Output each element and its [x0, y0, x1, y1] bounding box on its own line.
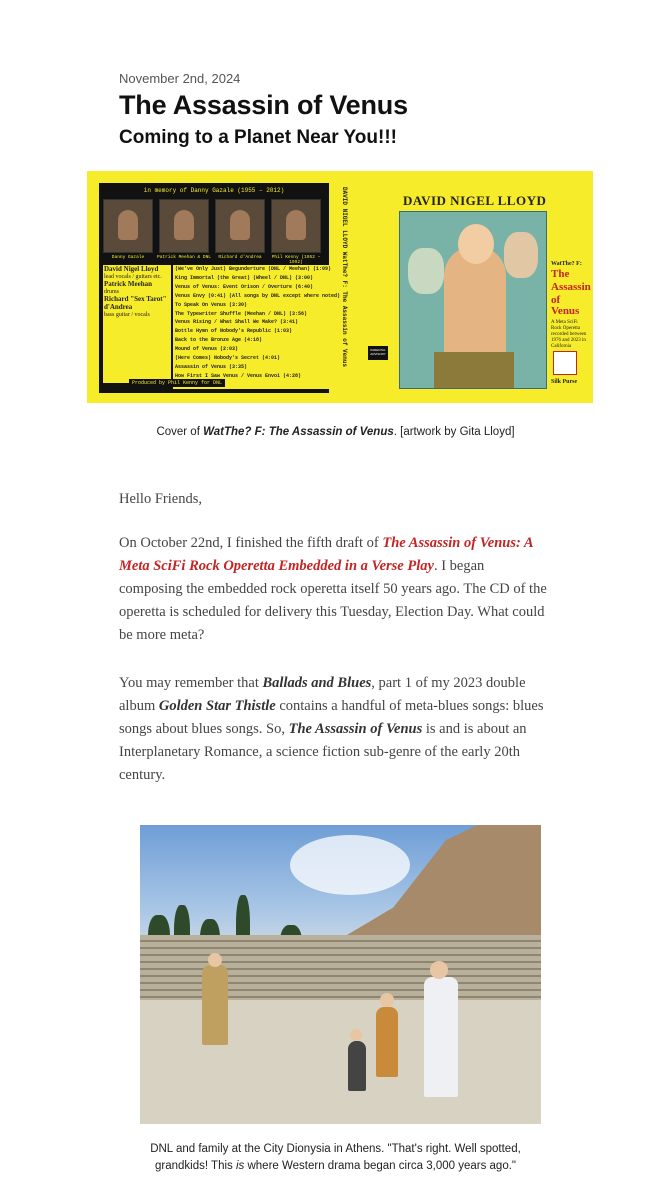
caption-text: grandkids! This [155, 1160, 236, 1172]
athens-theatre-photo [140, 825, 541, 1124]
track-item: Venus Envy (0:41) (All songs by DNL except where noted) [175, 292, 341, 299]
paragraph-text: You may remember that [119, 675, 263, 691]
album-cover-image [87, 171, 593, 403]
paragraph-text: , part 1 of my 2023 double album [119, 675, 526, 714]
label-name: Silk Purse [551, 379, 578, 385]
cover-illustration [399, 211, 547, 389]
album-title: Golden Star Thistle [158, 698, 276, 714]
producer-credit: Produced by Phil Kenny for DNL [129, 379, 225, 387]
post-subtitle: Coming to a Planet Near You!!! [119, 127, 397, 148]
credit-role: drums [104, 289, 119, 295]
track-item: King Immortal (the Great) (Wheel / DNL) (3:00) [175, 274, 314, 281]
track-item: Bottle Hymn of Nobody's Republic (1:03) [175, 328, 293, 335]
credit-name: David Nigel Lloyd [104, 265, 159, 273]
track-item: (We've Only Just) Begunderture (DNL / Meehan) (1:09) [175, 266, 332, 272]
post-title: The Assassin of Venus [119, 90, 408, 120]
track-item: (Here Comes) Nobody's Secret (4:01) [175, 355, 281, 362]
paragraph-1 [119, 532, 549, 647]
front-title-block [551, 261, 589, 350]
front-artist-name: DAVID NIGEL LLOYD [403, 193, 547, 208]
track-item: To Speak On Venus (3:30) [175, 301, 248, 308]
caption-emphasis: is [235, 1160, 245, 1172]
paragraph-text: is and is about an Interplanetary Romance, a science fiction sub-genre of the early 20th century. [119, 721, 527, 783]
front-title-1: The [551, 268, 570, 280]
credit-role: bass guitar / vocals [104, 312, 150, 318]
band-photo-1 [103, 199, 153, 253]
track-item: Mound of Venus (2:03) [175, 346, 239, 353]
front-title-2: Assassin [551, 281, 591, 293]
cover-memo: in memory of Danny Gazale (1955 – 2012) [143, 187, 285, 194]
credits-block [103, 265, 171, 383]
band-photo-4 [271, 199, 321, 253]
front-series: WatThe? F: [551, 261, 582, 267]
cover-back-panel [99, 183, 341, 393]
track-item: The Typewriter Shuffle (Meehan / DNL) (3:56) [175, 310, 308, 317]
track-item: How First I Saw Venus / Venus Envoi (4:28) [175, 372, 302, 379]
track-item: Back to the Bronze Age (4:18) [175, 337, 263, 344]
band-photo-3 [215, 199, 265, 253]
paragraph-text: On October 22nd, I finished the fifth draft of [119, 535, 383, 551]
album-title: Ballads and Blues [262, 675, 372, 691]
band-photo-2 [159, 199, 209, 253]
greeting: Hello Friends, [119, 491, 202, 507]
photo-caption: Phil Kenny (1952 – 1992) [271, 255, 321, 265]
paragraph-2 [119, 672, 549, 787]
track-item: Venus of Venus: Event Orison / Overture (6:40) [175, 283, 314, 290]
cover-spine [337, 181, 359, 395]
front-description: A Meta SciFi Rock Operetta recorded between 1976 and 2023 in California [551, 320, 587, 349]
post-date: November 2nd, 2024 [119, 71, 241, 86]
caption-line: DNL and family at the City Dionysia in Athens. "That's right. Well spotted, [150, 1143, 521, 1155]
track-list [173, 265, 341, 389]
caption-text: where Western drama began circa 3,000 years ago." [244, 1160, 516, 1172]
caption-text: Cover of [156, 426, 204, 438]
play-title-link[interactable]: The Assassin of Venus: A Meta SciFi Rock Operetta Embedded in a Verse Play [119, 535, 533, 574]
photo-caption: Patrick Meehan & DNL [157, 255, 212, 260]
label-logo-icon [553, 351, 577, 375]
credit-role: lead vocals / guitars etc. [104, 274, 162, 280]
paragraph-text: contains a handful of meta-blues songs: blues songs about blues songs. So, [119, 698, 544, 737]
photo-caption: Richard d'Andrea [218, 255, 262, 260]
cover-caption [0, 426, 671, 438]
track-item: Assassin of Venus (3:35) [175, 363, 248, 370]
credit-name: Patrick Meehan [104, 280, 153, 288]
photo-caption [0, 1141, 671, 1175]
front-title-3: of Venus [551, 294, 580, 317]
album-title: The Assassin of Venus [288, 721, 423, 737]
caption-text: . [artwork by Gita Lloyd] [393, 426, 515, 438]
track-item: Venus Rising / What Shall We Make? (3:41) [175, 319, 299, 326]
paragraph-text: . I began composing the embedded rock operetta itself 50 years ago. The CD of the operetta is scheduled for delivery this Tuesday, Election Day. What could be more meta? [119, 558, 547, 643]
credit-name: Richard "Sex Tarot" d'Andrea [104, 295, 167, 311]
spine-text: DAVID NIGEL LLOYD WatThe? F: The Assassin of Venus [341, 187, 348, 368]
parental-advisory-badge: PARENTAL ADVISORY [368, 346, 388, 360]
caption-album-title: WatThe? F: The Assassin of Venus [203, 426, 394, 438]
cover-front-panel [395, 187, 589, 391]
photo-caption: Danny Gazale [111, 255, 145, 260]
